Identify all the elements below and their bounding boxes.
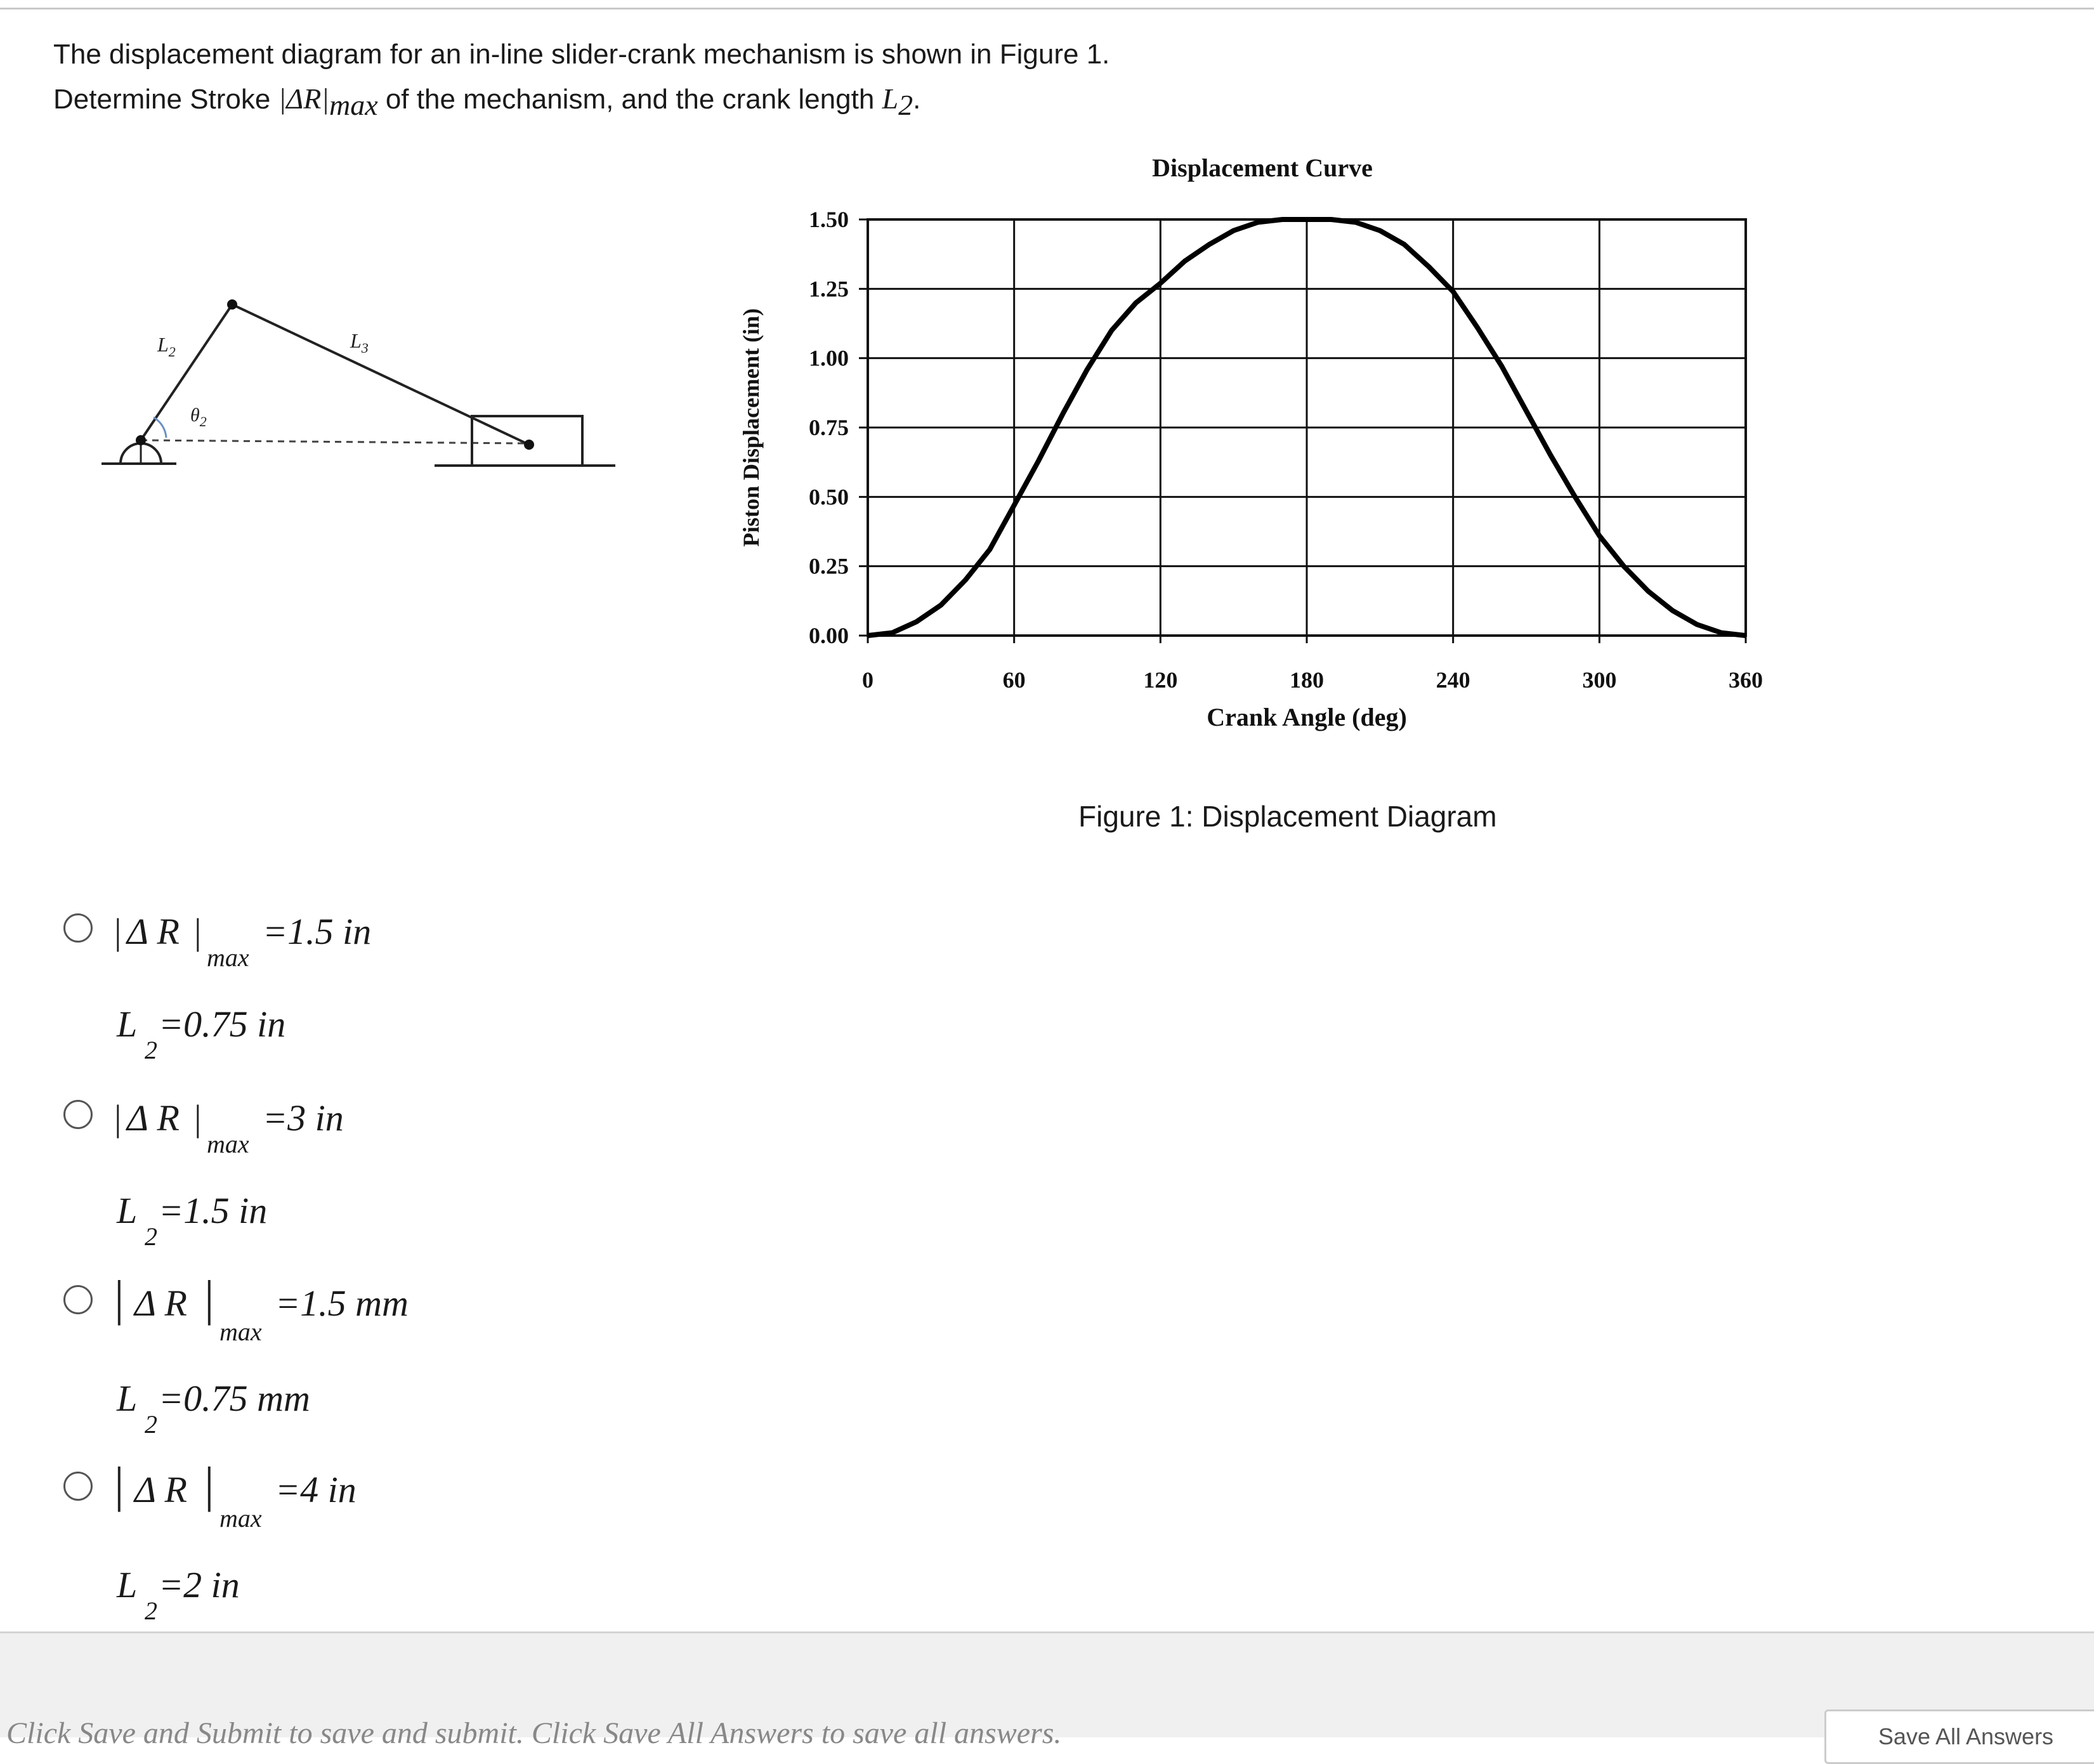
y-tick-label: 0.75 <box>809 415 849 440</box>
footer-bar <box>0 1631 2094 1750</box>
delta-r-symbol: Δ R <box>134 1283 187 1324</box>
crank-pin-joint <box>227 299 237 310</box>
chart-grid <box>859 219 1746 643</box>
stroke-symbol: |ΔR| <box>278 82 329 115</box>
label-l3: $L_3$ <box>350 329 369 356</box>
y-tick-label: 0.25 <box>809 553 849 579</box>
question-text: The displacement diagram for an in-line slider-crank mechanism is shown in Figure 1. <box>53 39 1110 70</box>
l-subscript: 2 <box>145 1597 157 1625</box>
y-tick-label: 1.00 <box>809 345 849 371</box>
connecting-rod-l3 <box>232 304 529 445</box>
max-subscript: max <box>207 1130 249 1158</box>
delta-r-symbol: Δ R <box>127 911 180 952</box>
answer-option-4[interactable] <box>63 1457 952 1637</box>
question-end: . <box>913 84 921 115</box>
label-l2: $L_2$ <box>157 333 176 360</box>
chart-ticks <box>809 207 1763 693</box>
question-line-2 <box>53 80 920 124</box>
x-tick-label: 120 <box>1143 667 1178 693</box>
save-all-answers-button[interactable]: Save All Answers <box>1824 1709 2094 1764</box>
y-tick-label: 1.25 <box>809 276 849 302</box>
stroke-value: =4 in <box>275 1469 357 1510</box>
abs-bar-right: | <box>194 1097 202 1139</box>
delta-r-symbol: Δ R <box>134 1469 187 1510</box>
abs-bar-left: | <box>114 911 122 952</box>
option-3-radio[interactable] <box>63 1285 93 1314</box>
stroke-value: =1.5 mm <box>275 1283 409 1324</box>
l-symbol: L <box>117 1378 138 1419</box>
top-divider <box>0 8 2094 10</box>
label-theta: $\theta_2$ <box>190 405 207 429</box>
crank-length-value: =0.75 mm <box>159 1378 310 1419</box>
abs-bar-right: | <box>194 911 202 952</box>
stroke-value: =1.5 in <box>263 911 372 952</box>
x-tick-label: 0 <box>862 667 874 693</box>
answer-option-3[interactable] <box>63 1271 952 1450</box>
footer-instructions: Click Save and Submit to save and submit. Click Save All Answers to save all answers. <box>6 1716 1062 1750</box>
x-axis-label: Crank Angle (deg) <box>1207 703 1407 731</box>
abs-bar-right: | <box>204 1457 214 1512</box>
abs-bar-left: | <box>114 1271 124 1326</box>
crank-symbol-sub: 2 <box>898 88 913 121</box>
l-subscript: 2 <box>145 1036 157 1064</box>
x-tick-label: 180 <box>1290 667 1324 693</box>
y-axis-label: Piston Displacement (in) <box>738 308 764 547</box>
slider-crank-diagram <box>95 279 628 482</box>
stroke-symbol-sub: max <box>329 88 378 121</box>
y-tick-label: 0.00 <box>809 623 849 648</box>
l-symbol: L <box>117 1564 138 1605</box>
y-tick-label: 1.50 <box>809 207 849 232</box>
crank-length-value: =0.75 in <box>159 1003 286 1045</box>
crank-length-value: =1.5 in <box>159 1190 268 1231</box>
option-4-radio[interactable] <box>63 1472 93 1501</box>
crank-length-value: =2 in <box>159 1564 240 1605</box>
x-tick-label: 360 <box>1729 667 1763 693</box>
stroke-value: =3 in <box>263 1097 344 1139</box>
l-subscript: 2 <box>145 1410 157 1439</box>
crank-link-l2 <box>141 304 232 440</box>
slider-axis-line <box>141 440 527 443</box>
question-mid: of the mechanism, and the crank length <box>377 84 882 115</box>
max-subscript: max <box>207 943 249 972</box>
question-line-1 <box>53 36 1109 74</box>
crank-pivot-joint <box>136 435 146 445</box>
y-tick-label: 0.50 <box>809 484 849 510</box>
chart-title: Displacement Curve <box>1152 154 1373 182</box>
abs-bar-right: | <box>204 1271 214 1326</box>
x-tick-label: 300 <box>1582 667 1617 693</box>
question-prefix: Determine Stroke <box>53 84 278 115</box>
slider-pin-joint <box>524 440 534 450</box>
l-symbol: L <box>117 1190 138 1231</box>
max-subscript: max <box>219 1504 262 1532</box>
l-subscript: 2 <box>145 1222 157 1251</box>
option-1-radio[interactable] <box>63 913 93 943</box>
x-tick-label: 60 <box>1002 667 1026 693</box>
answer-option-1[interactable] <box>63 913 952 1078</box>
crank-symbol: L <box>882 82 899 115</box>
delta-r-symbol: Δ R <box>127 1097 180 1139</box>
answer-option-2[interactable] <box>63 1097 952 1265</box>
l-symbol: L <box>117 1003 138 1045</box>
figure-caption: Figure 1: Displacement Diagram <box>1078 800 1497 833</box>
x-tick-label: 240 <box>1436 667 1470 693</box>
max-subscript: max <box>219 1317 262 1346</box>
displacement-chart <box>723 145 1802 766</box>
option-2-radio[interactable] <box>63 1100 93 1129</box>
abs-bar-left: | <box>114 1457 124 1512</box>
abs-bar-left: | <box>114 1097 122 1139</box>
